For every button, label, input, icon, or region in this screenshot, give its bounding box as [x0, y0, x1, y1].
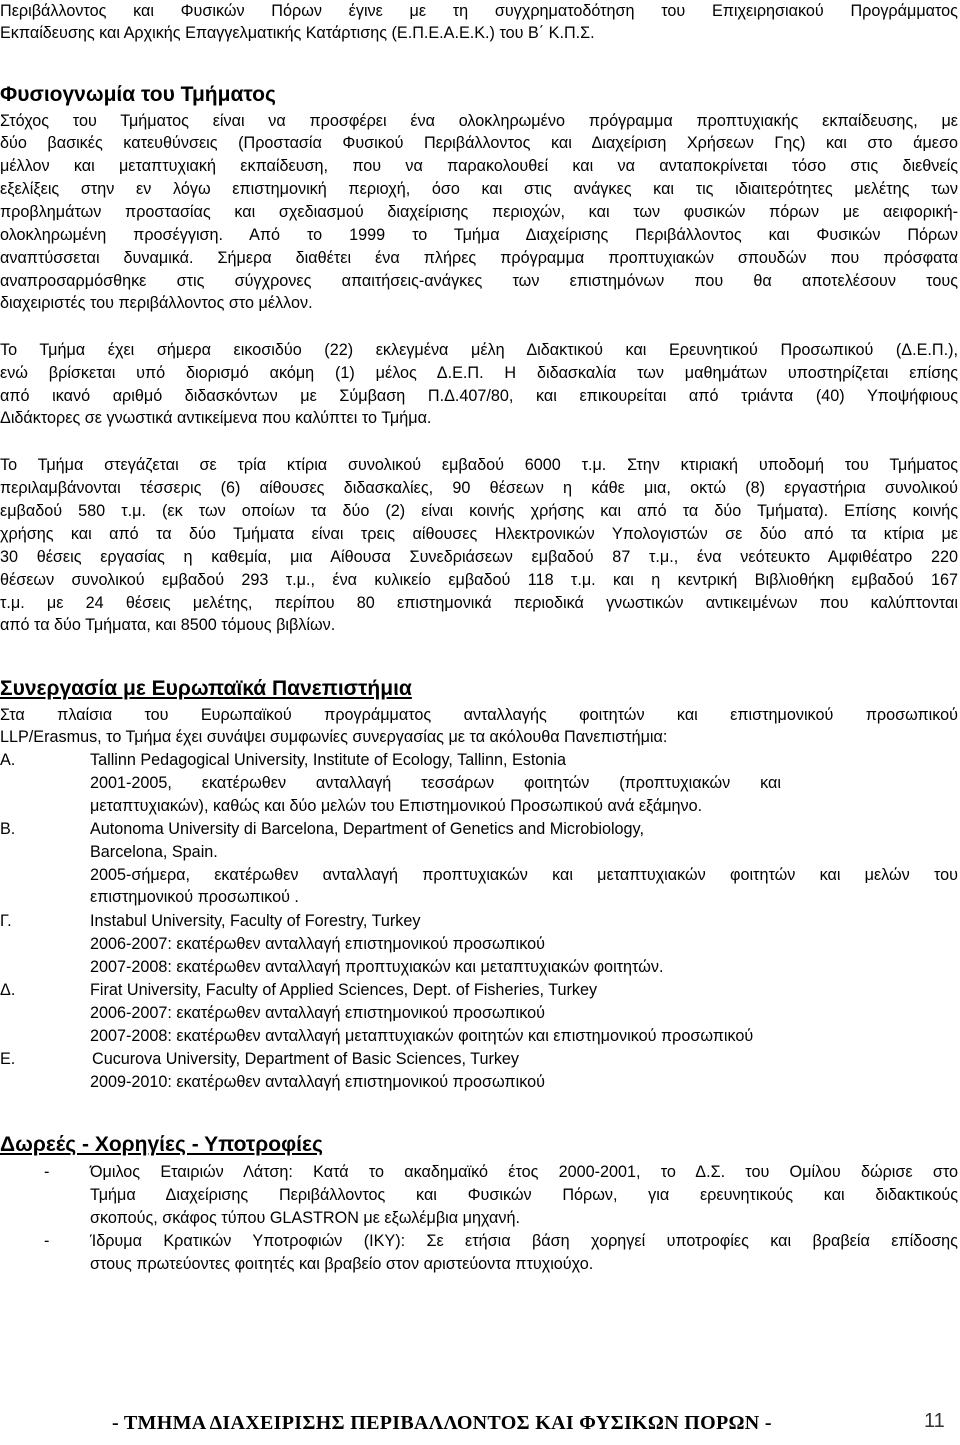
university-label: Γ. — [0, 912, 12, 930]
paragraph-line: ολοκληρωμένη προσέγγιση. Από το 1999 το Τμήμα Διαχείρισης Περιβάλλοντος και Φυσικών Πόρων — [0, 226, 958, 244]
university-name: Firat University, Faculty of Applied Sciences, Dept. of Fisheries, Turkey — [90, 981, 598, 999]
section-title-cooperation: Συνεργασία με Ευρωπαϊκά Πανεπιστήμια — [0, 677, 412, 700]
university-name: Tallinn Pedagogical University, Institute of Ecology, Tallinn, Estonia — [90, 751, 566, 769]
paragraph-line: χρήσης και από τα δύο Τμήματα είναι τρεις αίθουσες Ηλεκτρονικών Υπολογιστών σε δύο από τα κτίρια με — [0, 525, 958, 543]
paragraph-line: ενώ βρίσκεται υπό διορισμό ακόμη (1) μέλος Δ.Ε.Π. Η διδασκαλία των μαθημάτων υποστηρίζεται επίσης — [0, 364, 958, 382]
university-label: Β. — [0, 820, 16, 838]
paragraph-line: μέλλον και μεταπτυχιακή εκπαίδευση, που να παρακολουθεί και να ανταποκρίνεται τόσο στις διεθνείς — [0, 157, 958, 175]
paragraph-line: εμβαδού 580 τ.μ. (εκ των οποίων τα δύο (2) είναι κοινής χρήσης και από τα δύο Τμήματα). Επίσης κοινής — [0, 502, 958, 520]
university-detail: 2001-2005, εκατέρωθεν ανταλλαγή τεσσάρων φοιτητών (προπτυχιακών και — [90, 774, 781, 792]
bullet-dash: - — [44, 1163, 50, 1181]
section-title-physiognomy: Φυσιογνωμία του Τμήματος — [0, 83, 276, 106]
paragraph-line: διαχειριστές του περιβάλλοντος στο μέλλον. — [0, 294, 313, 312]
donation-line: Ίδρυμα Κρατικών Υποτροφιών (ΙΚΥ): Σε ετήσια βάση χορηγεί υποτροφίες και βραβεία επίδοσης — [90, 1232, 958, 1250]
university-detail: 2007-2008: εκατέρωθεν ανταλλαγή μεταπτυχιακών φοιτητών και επιστημονικού προσωπικού — [90, 1027, 754, 1045]
donation-line: Όμιλος Εταιριών Λάτση: Κατά το ακαδημαϊκό έτος 2000-2001, το Δ.Σ. του Ομίλου δώρισε στο — [90, 1163, 958, 1181]
paragraph-line: εξελίξεις στην εν λόγω επιστημονική περιοχή, όσο και στις ανάγκες και τις ιδιαιτερότητες μελέτης των — [0, 180, 958, 198]
paragraph-line: τ.μ. με 24 θέσεις μελέτης, περίπου 80 επιστημονικά περιοδικά γνωστικών αντικειμένων που καλύπτονται — [0, 594, 958, 612]
paragraph-line: δύο βασικές κατευθύνσεις (Προστασία Φυσικού Περιβάλλοντος και Διαχείριση Χρήσεων Γης) και στο άμεσο — [0, 134, 958, 152]
university-name: Autonoma University di Barcelona, Department of Genetics and Microbiology, — [90, 820, 644, 838]
university-label: Α. — [0, 751, 16, 769]
bullet-dash: - — [44, 1232, 50, 1250]
header-line: Εκπαίδευσης και Αρχικής Επαγγελματικής Κατάρτισης (Ε.Π.Ε.Α.Ε.Κ.) του Β΄ Κ.Π.Σ. — [0, 24, 595, 42]
paragraph-line: θέσεων συνολικού εμβαδού 293 τ.μ., ένα κυλικείο εμβαδού 118 τ.μ. και η κεντρική Βιβλιοθήκη εμβαδού 167 — [0, 571, 958, 589]
university-detail: 2006-2007: εκατέρωθεν ανταλλαγή επιστημονικού προσωπικού — [90, 1004, 545, 1022]
section-title-donations: Δωρεές - Χορηγίες - Υποτροφίες — [0, 1133, 323, 1156]
paragraph-line: Το Τμήμα έχει σήμερα εικοσιδύο (22) εκλεγμένα μέλη Διδακτικού και Ερευνητικού Προσωπικού (Δ.Ε.Π.), — [0, 341, 958, 359]
paragraph-line: από ικανό αριθμό διδασκόντων με Σύμβαση Π.Δ.407/80, και επικουρείται από τριάντα (40) Υποψήφιους — [0, 387, 958, 405]
university-name: Cucurova University, Department of Basic Sciences, Turkey — [92, 1050, 520, 1068]
university-detail: 2006-2007: εκατέρωθεν ανταλλαγή επιστημονικού προσωπικού — [90, 935, 545, 953]
paragraph-line: περιλαμβάνονται τέσσερις (6) αίθουσες διδασκαλίες, 90 θέσεων η κάθε μια, οκτώ (8) εργαστήρια συνολικού — [0, 479, 958, 497]
university-name: Barcelona, Spain. — [90, 843, 218, 861]
university-detail: 2005-σήμερα, εκατέρωθεν ανταλλαγή προπτυχιακών και μεταπτυχιακών φοιτητών και μελών του — [90, 866, 958, 884]
paragraph-line: LLP/Erasmus, το Τμήμα έχει συνάψει συμφωνίες συνεργασίας με τα ακόλουθα Πανεπιστήμια: — [0, 728, 668, 746]
university-label: Ε. — [0, 1050, 16, 1068]
university-detail: 2009-2010: εκατέρωθεν ανταλλαγή επιστημονικού προσωπικού — [90, 1073, 545, 1091]
paragraph-line: Στόχος του Τμήματος είναι να προσφέρει ένα ολοκληρωμένο πρόγραμμα προπτυχιακής εκπαίδευσης, με — [0, 112, 958, 130]
paragraph-line: Το Τμήμα στεγάζεται σε τρία κτίρια συνολικού εμβαδού 6000 τ.μ. Στην κτιριακή υποδομή του Τμήματος — [0, 456, 958, 474]
paragraph-line: Στα πλαίσια του Ευρωπαϊκού προγράμματος ανταλλαγής φοιτητών και επιστημονικού προσωπικού — [0, 706, 958, 724]
paragraph-line: αναπτύσσεται δυναμικά. Σήμερα διαθέτει ένα πλήρες πρόγραμμα προπτυχιακών σπουδών που πρόσφατα — [0, 249, 958, 267]
paragraph-line: από τα δύο Τμήματα, και 8500 τόμους βιβλίων. — [0, 616, 336, 634]
university-detail: 2007-2008: εκατέρωθεν ανταλλαγή προπτυχιακών και μεταπτυχιακών φοιτητών. — [90, 958, 664, 976]
page-number: 11 — [924, 1410, 945, 1432]
page-footer: - ΤΜΗΜΑ ΔΙΑΧΕΙΡΙΣΗΣ ΠΕΡΙΒΑΛΛΟΝΤΟΣ ΚΑΙ ΦΥΣΙΚΩΝ ΠΟΡΩΝ - — [112, 1412, 772, 1434]
donation-line: στους πρωτεύοντες φοιτητές και βραβείο στον αριστεύοντα πτυχιούχο. — [90, 1255, 594, 1273]
donation-line: σκοπούς, σκάφος τύπου GLASTRON με εξωλέμβια μηχανή. — [90, 1209, 520, 1227]
header-line: Περιβάλλοντος και Φυσικών Πόρων έγινε με τη συγχρηματοδότηση του Επιχειρησιακού Προγράμματος — [0, 2, 958, 20]
university-label: Δ. — [0, 981, 16, 999]
paragraph-line: 30 θέσεις εργασίας η καθεμία, μια Αίθουσα Συνεδριάσεων εμβαδού 87 τ.μ., ένα νεότευκτο Αμφιθέατρο 220 — [0, 548, 958, 566]
donation-line: Τμήμα Διαχείρισης Περιβάλλοντος και Φυσικών Πόρων, για ερευνητικούς και διδακτικούς — [90, 1186, 958, 1204]
university-name: Instabul University, Faculty of Forestry, Turkey — [90, 912, 421, 930]
paragraph-line: προβλημάτων προστασίας και σχεδιασμού διαχείρισης περιοχών, και των φυσικών πόρων με αειφορική- — [0, 203, 958, 221]
university-detail: μεταπτυχιακών), καθώς και δύο μελών του Επιστημονικού Προσωπικού ανά εξάμηνο. — [90, 797, 703, 815]
paragraph-line: Διδάκτορες σε γνωστικά αντικείμενα που καλύπτει το Τμήμα. — [0, 409, 432, 427]
paragraph-line: αναπροσαρμόσθηκε στις σύγχρονες απαιτήσεις-ανάγκες των επιστημόνων που θα αποτελέσουν τους — [0, 272, 958, 290]
university-detail: επιστημονικού προσωπικού . — [90, 888, 299, 906]
